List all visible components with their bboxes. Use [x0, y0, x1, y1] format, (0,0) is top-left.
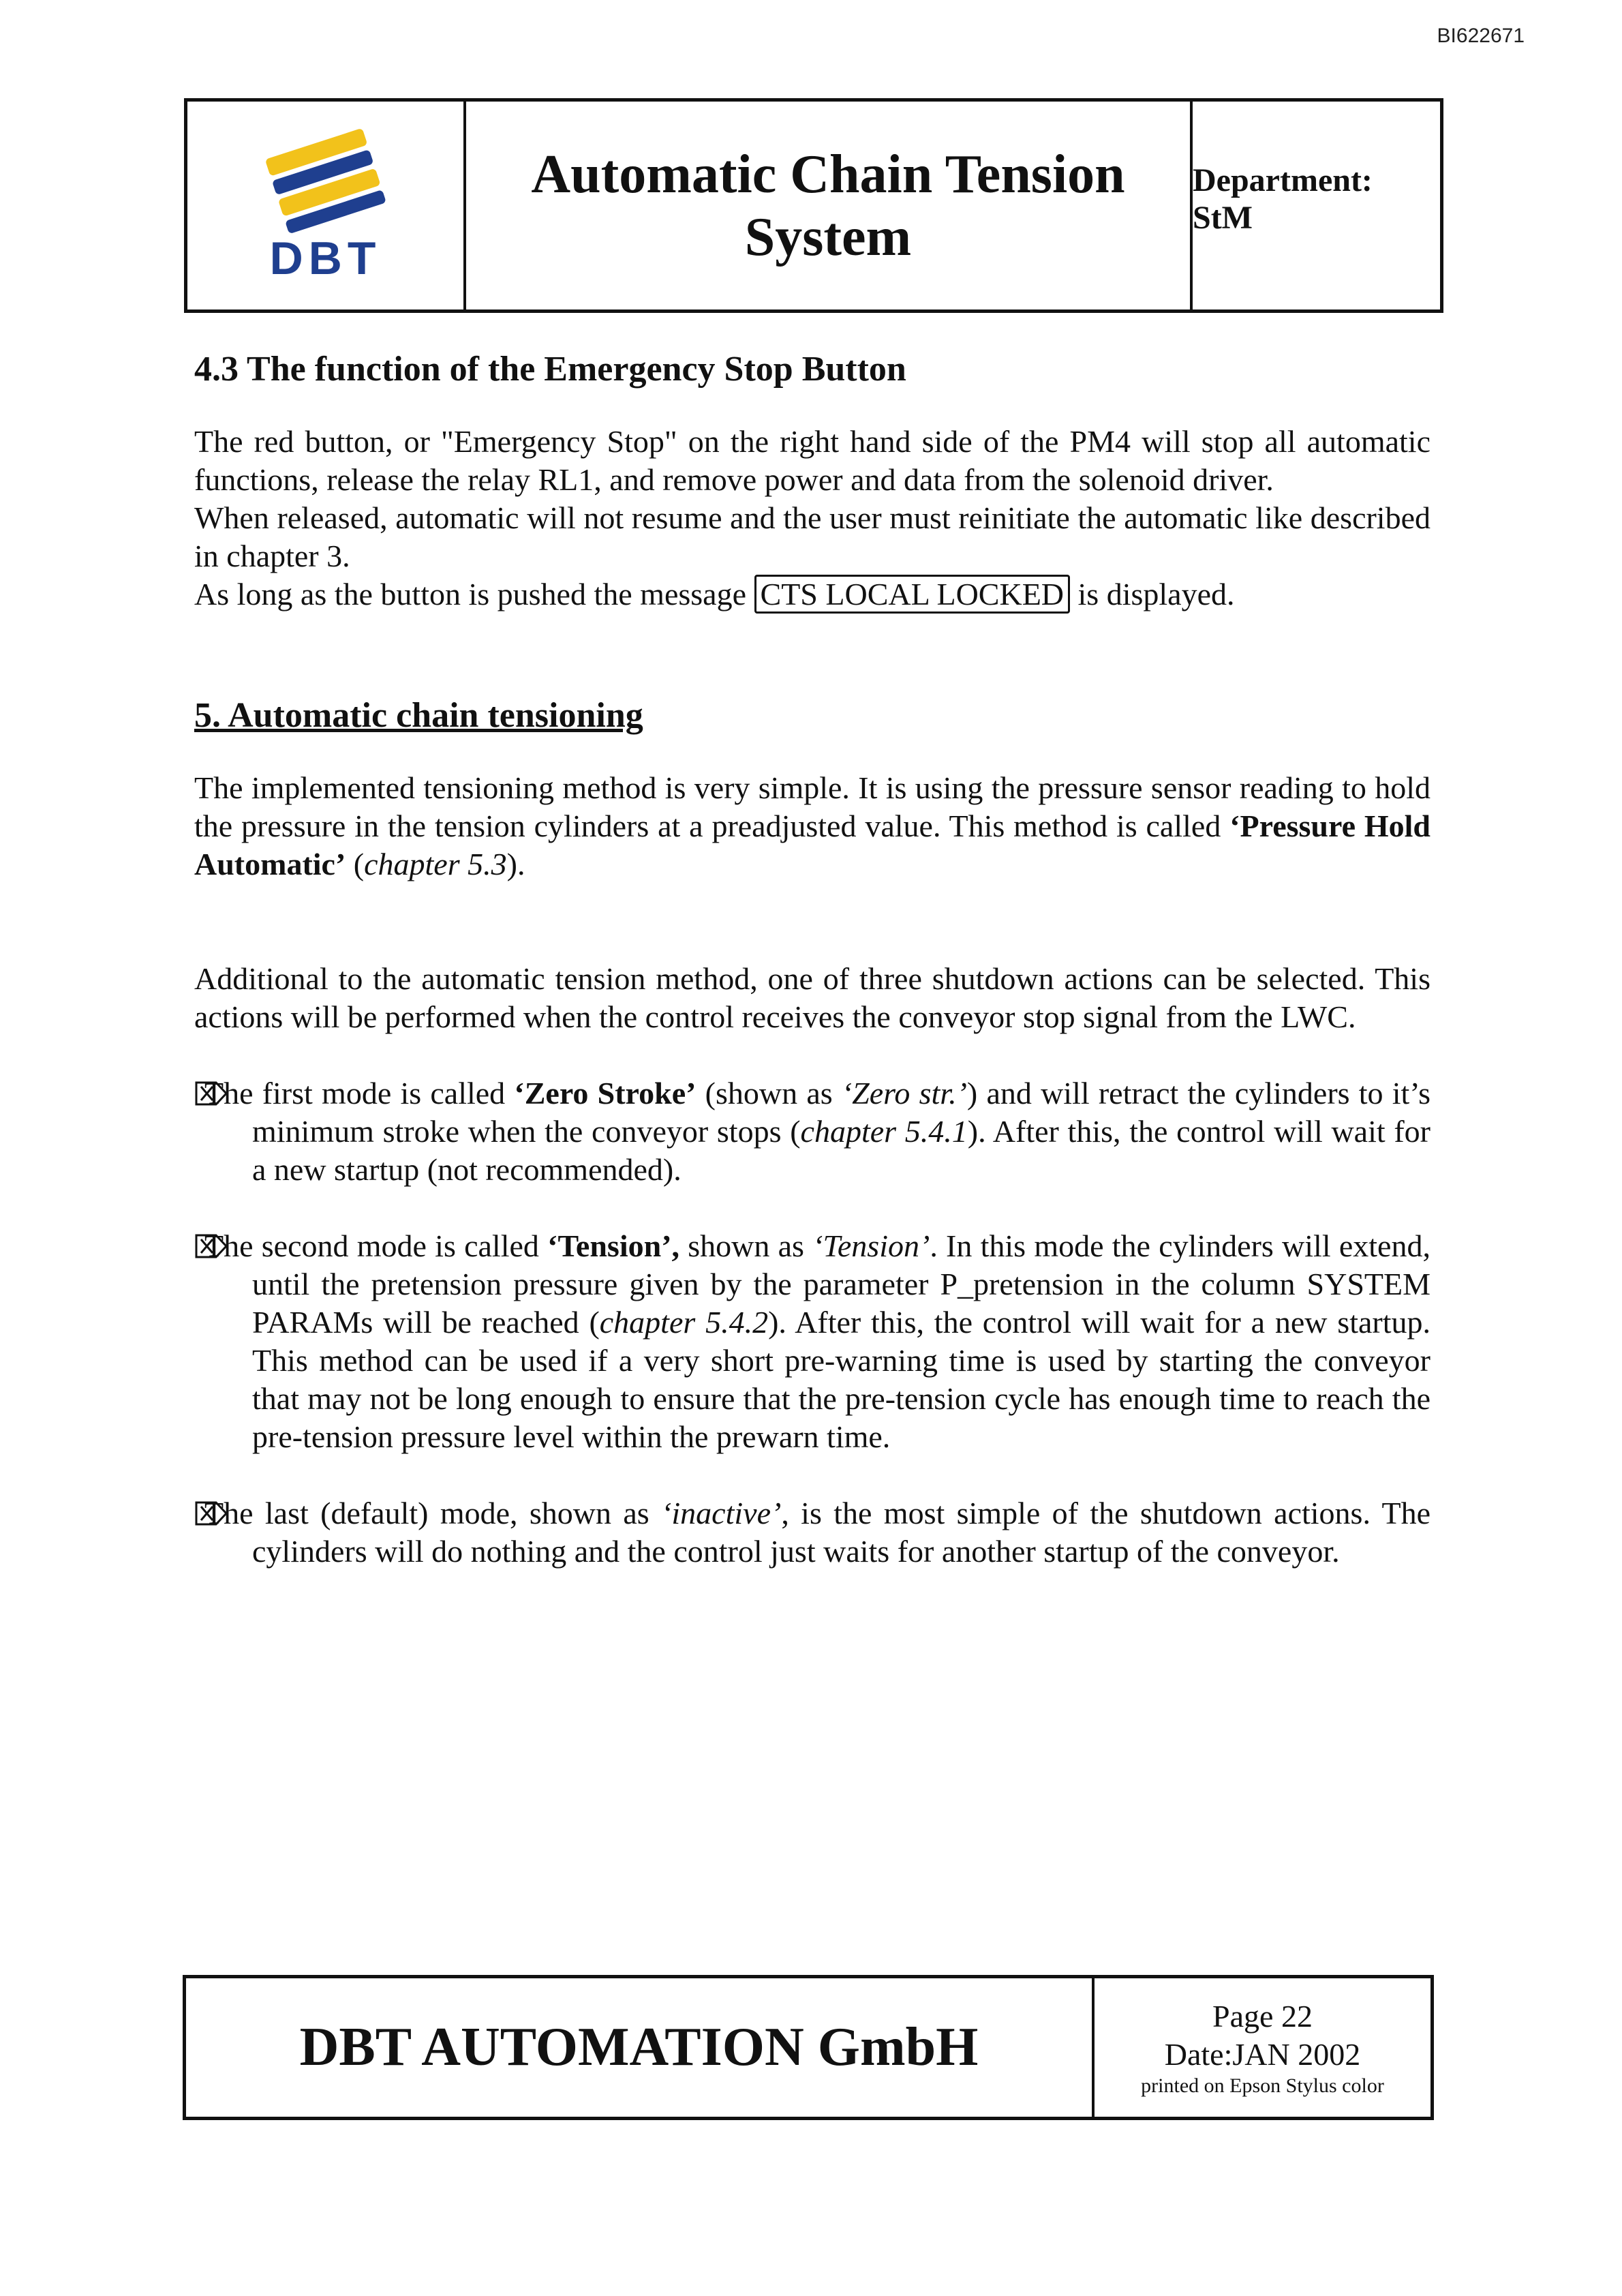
text: The second mode is called: [204, 1228, 548, 1263]
department: Department: StM: [1193, 162, 1373, 236]
list-item: [194, 1494, 1430, 1571]
page-header: [184, 98, 1443, 313]
list-item: [194, 1074, 1430, 1189]
document-title: [466, 102, 1193, 309]
message-box: CTS LOCAL LOCKED: [754, 575, 1071, 614]
paragraph: [194, 769, 1430, 883]
text: The implemented tensioning method is very simple. It is using the pressure sensor reading to hold the pressure in the tension cylinders at a preadjusted value. This method is called: [194, 770, 1430, 843]
footer-meta: [1095, 1978, 1430, 2117]
text: , is the most simple of the shutdown actions. The cylinders will do nothing and the control just waits for another startup of the conveyor.: [252, 1496, 1430, 1569]
bold-term: ‘Tension’,: [547, 1228, 680, 1263]
list-item: [194, 1227, 1430, 1456]
section-4-3-heading: 4.3 The function of the Emergency Stop Button: [194, 350, 906, 389]
logo-cell: [187, 102, 466, 309]
text: ) and will retract the cylinders to it’s minimum stroke when the conveyor stops (: [252, 1076, 1431, 1149]
company-name: DBT AUTOMATION GmbH: [186, 1978, 1095, 2117]
document-date: Date:JAN 2002: [1164, 2036, 1361, 2072]
printed-note: printed on Epson Stylus color: [1141, 2074, 1384, 2097]
italic-term: ‘Tension’: [812, 1228, 930, 1263]
text: . In this mode the cylinders will extend, until the pretension pressure given by the parameter P_pretension in the column SYSTEM PARAMs will be reached (: [252, 1228, 1430, 1340]
text: ). After this, the control will wait for a new startup (not recommended).: [252, 1114, 1431, 1187]
text: ).: [506, 847, 525, 881]
text: The last (default) mode, shown as: [204, 1496, 662, 1530]
logo-text: DBT: [269, 232, 382, 284]
checkbox-x-icon: [194, 1500, 228, 1527]
page-number: Page 22: [1212, 1998, 1313, 2034]
paragraph: [194, 575, 1430, 614]
text: (: [346, 847, 365, 881]
paragraph: The red button, or "Emergency Stop" on the right hand side of the PM4 will stop all automatic functions, release the relay RL1, and remove power and data from the solenoid driver.: [194, 424, 1430, 497]
bold-term: ‘Pressure Hold Automatic’: [194, 809, 1431, 881]
chapter-ref: chapter 5.4.1: [800, 1114, 968, 1149]
page-footer: [183, 1975, 1434, 2120]
paragraph: When released, automatic will not resume and the user must reinitiate the automatic like described in chapter 3.: [194, 500, 1430, 573]
text: The first mode is called: [204, 1076, 515, 1111]
title-line-2: System: [744, 207, 912, 267]
chapter-ref: chapter 5.3: [364, 847, 507, 881]
section-5-heading: 5. Automatic chain tensioning: [194, 696, 643, 735]
title-line-1: Automatic Chain Tension: [531, 144, 1125, 205]
page-content: [194, 348, 1430, 1571]
paragraph: Additional to the automatic tension method, one of three shutdown actions can be selected. This actions will be performed when the control receives the conveyor stop signal from the LWC.: [194, 961, 1430, 1034]
checkbox-x-icon: [194, 1233, 228, 1260]
checkbox-x-icon: [194, 1080, 228, 1107]
dbt-logo-icon: [261, 127, 391, 236]
italic-term: ‘inactive’: [661, 1496, 782, 1530]
text: ). After this, the control will wait for a new startup. This method can be used if a very short pre-warning time is used by starting the conveyor that may not be long enough to ensure that the pre-tension cycle has enough time to reach the pre-tension pressure level within the prewarn time.: [252, 1305, 1431, 1454]
text: is displayed.: [1070, 577, 1235, 611]
text: (shown as: [696, 1076, 842, 1111]
document-id: BI622671: [1437, 25, 1525, 47]
italic-term: ‘Zero str.’: [841, 1076, 967, 1111]
bold-term: ‘Zero Stroke’: [514, 1076, 697, 1111]
text: shown as: [679, 1228, 813, 1263]
text: As long as the button is pushed the message: [194, 577, 754, 611]
chapter-ref: chapter 5.4.2: [599, 1305, 769, 1340]
